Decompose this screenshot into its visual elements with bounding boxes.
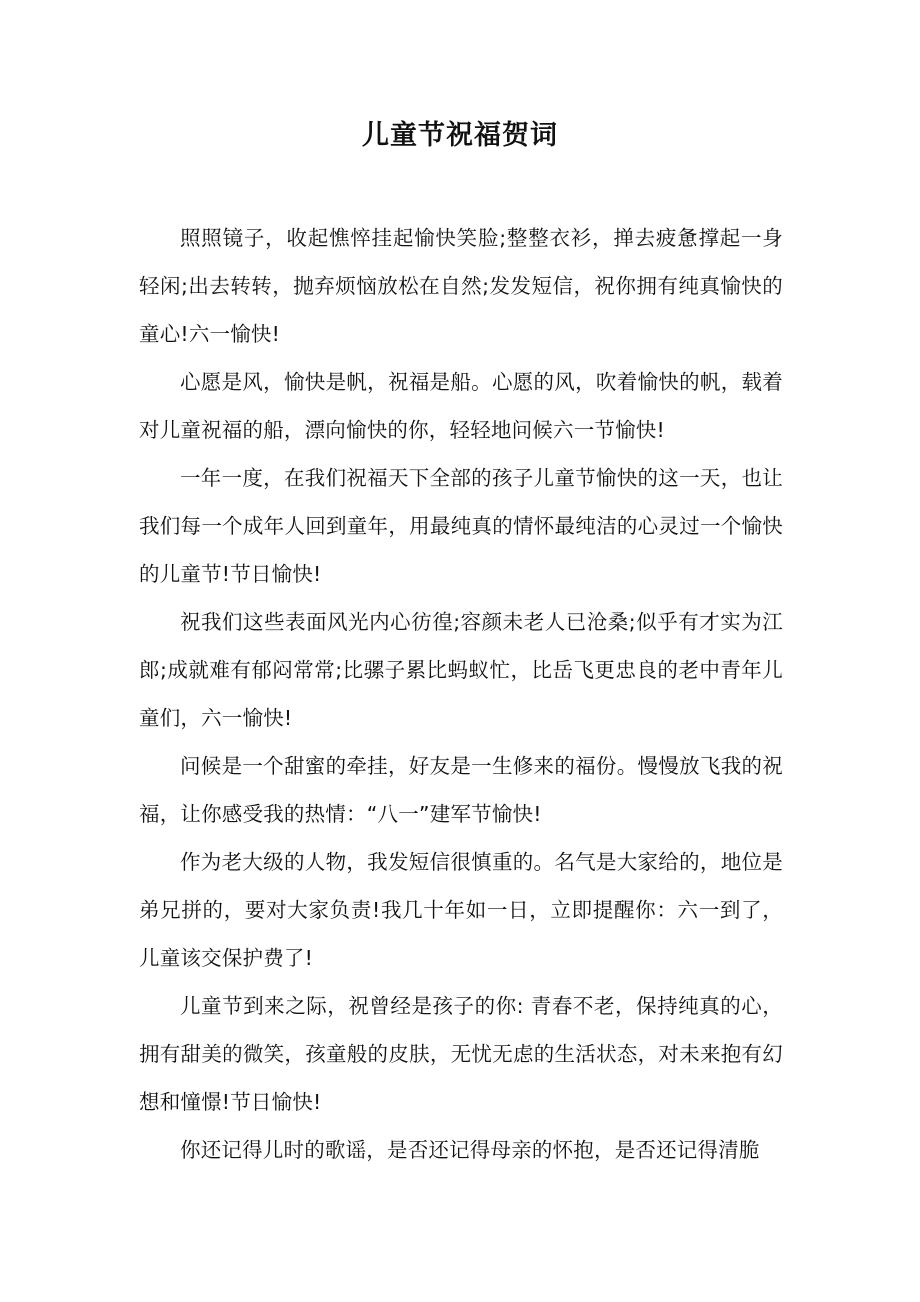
paragraph: 儿童节到来之际，祝曾经是孩子的你: 青春不老，保持纯真的心，拥有甜美的微笑，孩童般的皮肤，无忧无虑的生活状态，对未来抱有幻想和憧憬!节日愉快! (139, 994, 783, 1114)
document-body (139, 214, 783, 1174)
paragraph: 作为老大级的人物，我发短信很慎重的。名气是大家给的，地位是弟兄拼的，要对大家负责!我几十年如一日，立即提醒你：六一到了，儿童该交保护费了! (139, 850, 783, 970)
paragraph: 祝我们这些表面风光内心彷徨;容颜未老人已沧桑;似乎有才实为江郎;成就难有郁闷常常;比骡子累比蚂蚁忙，比岳飞更忠良的老中青年儿童们，六一愉快! (139, 610, 783, 730)
page-title: 儿童节祝福贺词 (362, 120, 558, 151)
paragraph: 心愿是风，愉快是帆，祝福是船。心愿的风，吹着愉快的帆，载着对儿童祝福的船，漂向愉快的你，轻轻地问候六一节愉快! (139, 370, 783, 442)
paragraph: 一年一度，在我们祝福天下全部的孩子儿童节愉快的这一天，也让我们每一个成年人回到童年，用最纯真的情怀最纯洁的心灵过一个愉快的儿童节!节日愉快! (139, 466, 783, 586)
paragraph: 你还记得儿时的歌谣，是否还记得母亲的怀抱，是否还记得清脆 (180, 1138, 760, 1162)
paragraph: 照照镜子，收起憔悴挂起愉快笑脸;整整衣衫，掸去疲惫撑起一身轻闲;出去转转，抛弃烦恼放松在自然;发发短信，祝你拥有纯真愉快的童心!六一愉快! (139, 226, 783, 346)
paragraph: 问候是一个甜蜜的牵挂，好友是一生修来的福份。慢慢放飞我的祝福，让你感受我的热情：“八一”建军节愉快! (139, 754, 783, 826)
